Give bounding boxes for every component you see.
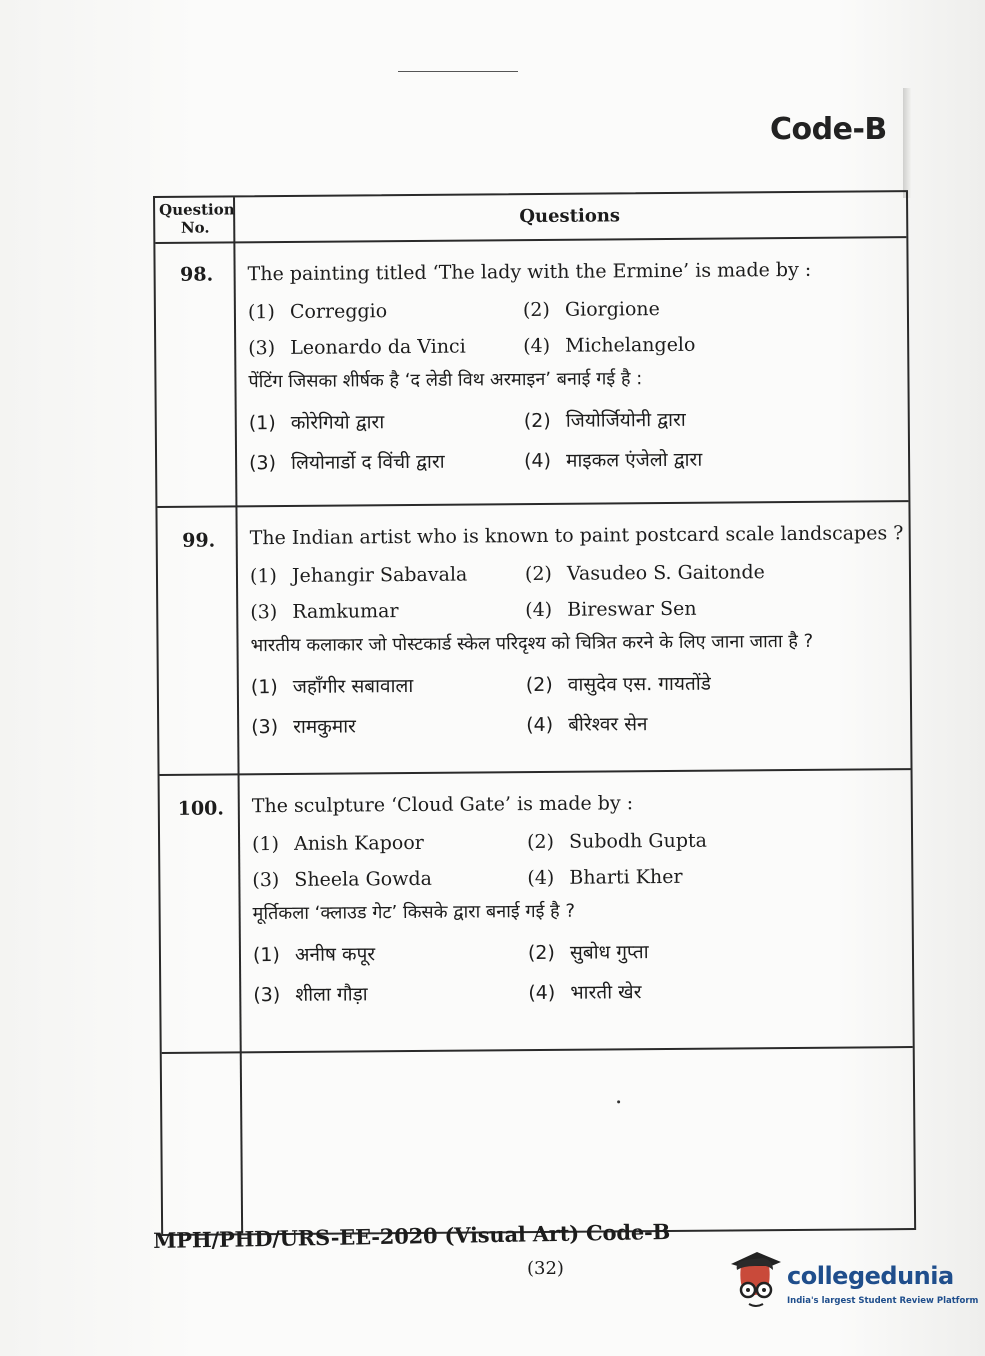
option-3: (3) Leonardo da Vinci bbox=[248, 335, 466, 360]
brand-tagline: India's largest Student Review Platform bbox=[787, 1296, 979, 1306]
option-1: (1) Anish Kapoor bbox=[252, 831, 424, 856]
option-2: (2) Vasudeo S. Gaitonde bbox=[524, 561, 765, 586]
header-question-no: Question No. bbox=[159, 200, 235, 237]
option-1-hi: (1) जहाँगीर सबावाला bbox=[250, 674, 414, 699]
question-text-en: The sculpture ‘Cloud Gate’ is made by : bbox=[251, 792, 634, 818]
option-3-hi: (3) शीला गौड़ा bbox=[253, 983, 368, 1007]
options-en bbox=[252, 828, 899, 891]
question-body bbox=[248, 256, 897, 485]
empty-row bbox=[162, 1046, 914, 1236]
option-2-hi: (2) वासुदेव एस. गायतोंडे bbox=[525, 672, 711, 697]
brand-name: collegedunia bbox=[787, 1262, 954, 1290]
header-questions: Questions bbox=[519, 205, 621, 228]
mascot-logo-icon bbox=[727, 1250, 783, 1312]
speck bbox=[617, 1100, 620, 1103]
page-number: (32) bbox=[527, 1258, 564, 1279]
options-hi bbox=[249, 404, 896, 475]
question-number: 98. bbox=[180, 263, 214, 286]
option-4: (4) Michelangelo bbox=[523, 333, 696, 358]
question-row-100 bbox=[160, 768, 913, 1054]
option-1: (1) Correggio bbox=[247, 300, 388, 324]
question-body bbox=[252, 788, 901, 1017]
option-2: (2) Giorgione bbox=[522, 298, 660, 322]
options-hi bbox=[251, 668, 898, 739]
footer-exam-code: MPH/PHD/URS-EE-2020 (Visual Art) Code-B bbox=[153, 1218, 671, 1253]
option-3: (3) Ramkumar bbox=[250, 600, 399, 624]
option-1: (1) Jehangir Sabavala bbox=[249, 563, 468, 588]
option-4-hi: (4) बीरेश्वर सेन bbox=[526, 713, 648, 737]
option-4-hi: (4) माइकल एंजेलो द्वारा bbox=[524, 448, 703, 473]
option-2-hi: (2) सुबोध गुप्ता bbox=[527, 941, 649, 965]
question-body bbox=[249, 520, 904, 749]
option-3-hi: (3) रामकुमार bbox=[251, 715, 356, 739]
options-en bbox=[250, 560, 897, 623]
option-2-hi: (2) जियोर्जियोनी द्वारा bbox=[523, 408, 686, 433]
option-4: (4) Bharti Kher bbox=[527, 865, 683, 890]
option-4: (4) Bireswar Sen bbox=[525, 597, 697, 622]
options-hi bbox=[253, 936, 900, 1007]
page-edge-shadow bbox=[903, 88, 911, 198]
option-1-hi: (1) अनीष कपूर bbox=[252, 943, 376, 967]
question-row-98 bbox=[155, 236, 908, 508]
options-en bbox=[248, 296, 895, 359]
paper-code: Code-B bbox=[770, 112, 887, 147]
option-3-hi: (3) लियोनार्डो द विंची द्वारा bbox=[249, 450, 445, 475]
question-number: 99. bbox=[182, 529, 216, 552]
option-1-hi: (1) कोरेगियो द्वारा bbox=[248, 411, 385, 435]
question-text-en: The Indian artist who is known to paint postcard scale landscapes ? bbox=[249, 522, 904, 550]
question-text-hi: मूर्तिकला ‘क्लाउड गेट’ किसके द्वारा बनाई गई है ? bbox=[252, 900, 576, 925]
question-row-99 bbox=[157, 500, 910, 776]
question-text-hi: पेंटिंग जिसका शीर्षक है ‘द लेडी विथ अरमाइन’ बनाई गई है : bbox=[248, 368, 643, 393]
question-number: 100. bbox=[177, 797, 225, 820]
questions-table bbox=[153, 190, 916, 1236]
option-2: (2) Subodh Gupta bbox=[526, 829, 708, 854]
question-text-hi: भारतीय कलाकार जो पोस्टकार्ड स्केल परिदृश्य को चित्रित करने के लिए जाना जाता है ? bbox=[250, 630, 814, 657]
option-4-hi: (4) भारती खेर bbox=[528, 981, 642, 1005]
top-rule bbox=[398, 71, 518, 72]
option-3: (3) Sheela Gowda bbox=[252, 867, 433, 892]
collegedunia-watermark bbox=[727, 1248, 979, 1318]
question-text-en: The painting titled ‘The lady with the Ermine’ is made by : bbox=[247, 258, 812, 286]
